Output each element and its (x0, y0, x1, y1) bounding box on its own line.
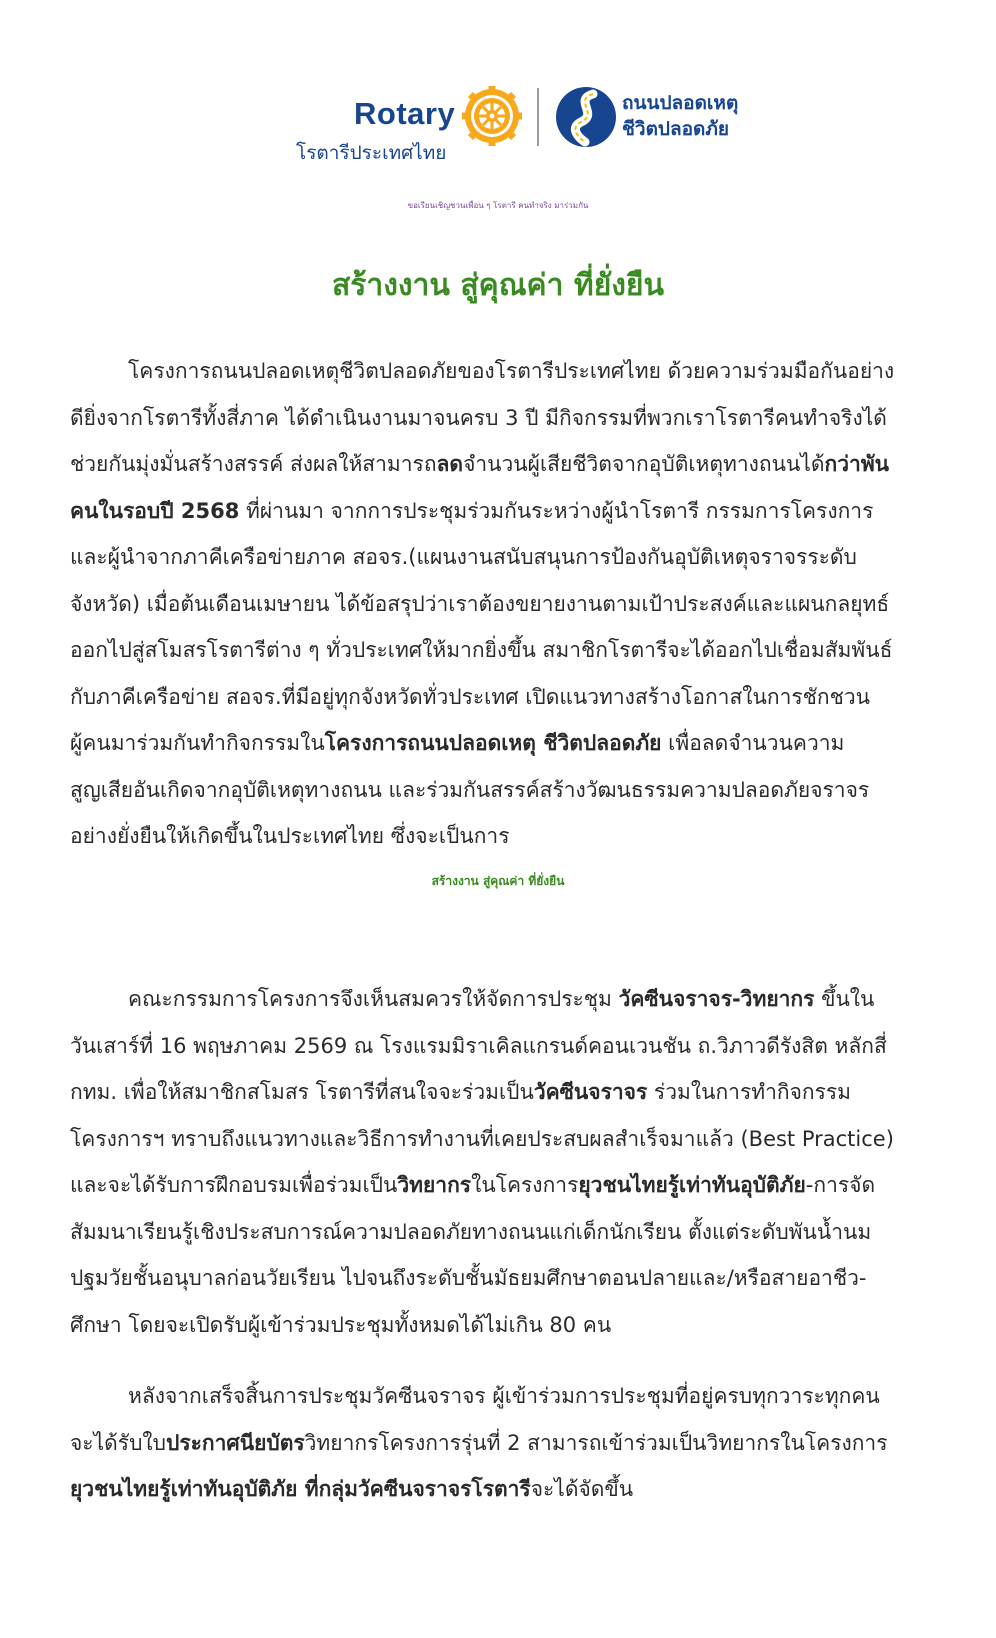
text-span: วิทยากรโครงการรุ่นที่ 2 สามารถเข้าร่วมเป็นวิทยากรในโครงการ (304, 1430, 888, 1455)
text-line (70, 441, 930, 488)
text-span: ผู้คนมาร่วมกันทำกิจกรรมใน (70, 731, 325, 755)
text-line: ออกไปสู่สโมสรโรตารีต่าง ๆ ทั่วประเทศให้มากยิ่งขึ้น สมาชิกโรตารีจะได้ออกไปเชื่อมสัมพันธ์ (70, 638, 893, 662)
text-line: โครงการถนนปลอดเหตุชีวิตปลอดภัยของโรตารีประเทศไทย ด้วยความร่วมมือกันอย่าง (128, 359, 895, 383)
text-span: ร่วมในการทำกิจกรรม (647, 1080, 852, 1104)
text-span: กทม. เพื่อให้สมาชิกสโมสร โรตารีที่สนใจจะร่วมเป็น (70, 1080, 534, 1104)
bold-text: ยุวชนไทยรู้เท่าทันอุบัติภัย ที่กลุ่มวัคซีนจราจรโรตารี (70, 1477, 531, 1501)
text-line: จังหวัด) เมื่อต้นเดือนเมษายน ได้ข้อสรุปว่าเราต้องขยายงานตามเป้าประสงค์และแผนกลยุทธ์ (70, 591, 890, 616)
logo-divider (537, 88, 539, 146)
text-line: กับภาคีเครือข่าย สอจร.ที่มีอยู่ทุกจังหวัดทั่วประเทศ เปิดแนวทางสร้างโอกาสในการชักชวน (70, 684, 871, 709)
text-line: วันเสาร์ที่ 16 พฤษภาคม 2569 ณ โรงแรมมิราเคิลแกรนด์คอนเวนชัน ถ.วิภาวดีรังสิต หลักสี่ (70, 1033, 887, 1058)
paragraph-certificate (70, 1373, 930, 1513)
text-line (70, 1420, 930, 1467)
text-span: จะได้จัดขึ้น (530, 1477, 634, 1501)
invitation-line: ขอเรียนเชิญชวนเพื่อน ๆ โรตารี คนทำจริง มาร่วมกัน (407, 201, 589, 210)
road-safety-wordmark (622, 90, 738, 142)
text-line: ดียิ่งจากโรตารีทั้งสี่ภาค ได้ดำเนินงานมาจนครบ 3 ปี มีกิจกรรมที่พวกเราโรตารีคนทำจริงได้ (70, 405, 887, 430)
bold-text: วัคซีนจราจร (533, 1080, 648, 1104)
bold-text: วัคซีนจราจร-วิทยากร (618, 987, 815, 1011)
header-logos (0, 82, 996, 162)
text-line (70, 1466, 930, 1513)
rotary-wheel-icon (462, 86, 522, 146)
text-line (70, 976, 930, 1023)
bold-text: คนในรอบปี 2568 (70, 498, 240, 523)
text-span: คณะกรรมการโครงการจึงเห็นสมควรให้จัดการประชุม (128, 987, 619, 1011)
paragraph-intro (70, 348, 930, 860)
text-line (70, 720, 930, 767)
text-line: สัมมนาเรียนรู้เชิงประสบการณ์ความปลอดภัยทางถนนแก่เด็กนักเรียน ตั้งแต่ระดับพันน้ำนม (70, 1219, 872, 1244)
rotary-thai-name: โรตารีประเทศไทย (296, 142, 447, 164)
text-span: เพื่อลดจำนวนความ (661, 731, 845, 755)
text-line: หลังจากเสร็จสิ้นการประชุมวัคซีนจราจร ผู้เข้าร่วมการประชุมที่อยู่ครบทุกวาระทุกคน (128, 1384, 880, 1408)
text-line: อย่างยั่งยืนให้เกิดขึ้นในประเทศไทย ซึ่งจะเป็นการ (70, 824, 510, 848)
text-line (70, 1162, 930, 1209)
text-line: ศึกษา โดยจะเปิดรับผู้เข้าร่วมประชุมทั้งหมดได้ไม่เกิน 80 คน (70, 1312, 612, 1337)
text-line: ปฐมวัยชั้นอนุบาลก่อนวัยเรียน ไปจนถึงระดับชั้นมัธยมศึกษาตอนปลายและ/หรือสายอาชีว- (70, 1266, 867, 1290)
road-safety-line1: ถนนปลอดเหตุ (622, 92, 739, 114)
bold-text: ยุวชนไทยรู้เท่าทันอุบัติภัย (578, 1173, 806, 1197)
text-line (70, 488, 930, 535)
text-line (70, 1069, 930, 1116)
bold-text: กว่าพัน (824, 452, 890, 476)
text-span: จะได้รับใบ (70, 1430, 166, 1455)
text-line: สูญเสียอันเกิดจากอุบัติเหตุทางถนน และร่วมกันสรรค์สร้างวัฒนธรรมความปลอดภัยจราจร (70, 777, 870, 802)
text-span: -การจัด (805, 1173, 876, 1197)
text-span: ในโครงการ (471, 1173, 579, 1197)
text-line: และผู้นำจากภาคีเครือข่ายภาค สอจร.(แผนงานสนับสนุนการป้องกันอุบัติเหตุจราจรระดับ (70, 545, 857, 569)
text-span: และจะได้รับการฝึกอบรมเพื่อร่วมเป็น (70, 1173, 398, 1197)
text-span: ช่วยกันมุ่งมั่นสร้างสรรค์ ส่งผลให้สามารถ (70, 452, 437, 476)
bold-text: โครงการถนนปลอดเหตุ ชีวิตปลอดภัย (324, 731, 662, 755)
text-span: ที่ผ่านมา จากการประชุมร่วมกันระหว่างผู้นำโรตารี กรรมการโครงการ (239, 498, 874, 523)
text-span: ขึ้นใน (814, 987, 875, 1011)
rotary-wordmark: Rotary (354, 96, 456, 131)
paragraph-meeting (70, 976, 930, 1348)
bold-text: วิทยากร (397, 1173, 472, 1197)
road-safety-icon (555, 86, 617, 148)
bold-text: ลด (436, 452, 464, 476)
text-span: จำนวนผู้เสียชีวิตจากอุบัติเหตุทางถนนได้ (463, 452, 825, 476)
main-headline: สร้างงาน สู่คุณค่า ที่ยั่งยืน (331, 268, 665, 303)
road-safety-line2: ชีวิตปลอดภัย (622, 118, 730, 140)
bold-text: ประกาศนียบัตร (165, 1430, 305, 1455)
sub-headline: สร้างงาน สู่คุณค่า ที่ยั่งยืน (431, 874, 565, 888)
text-line: โครงการฯ ทราบถึงแนวทางและวิธีการทำงานที่เคยประสบผลสำเร็จมาแล้ว (Best Practice) (70, 1126, 894, 1151)
